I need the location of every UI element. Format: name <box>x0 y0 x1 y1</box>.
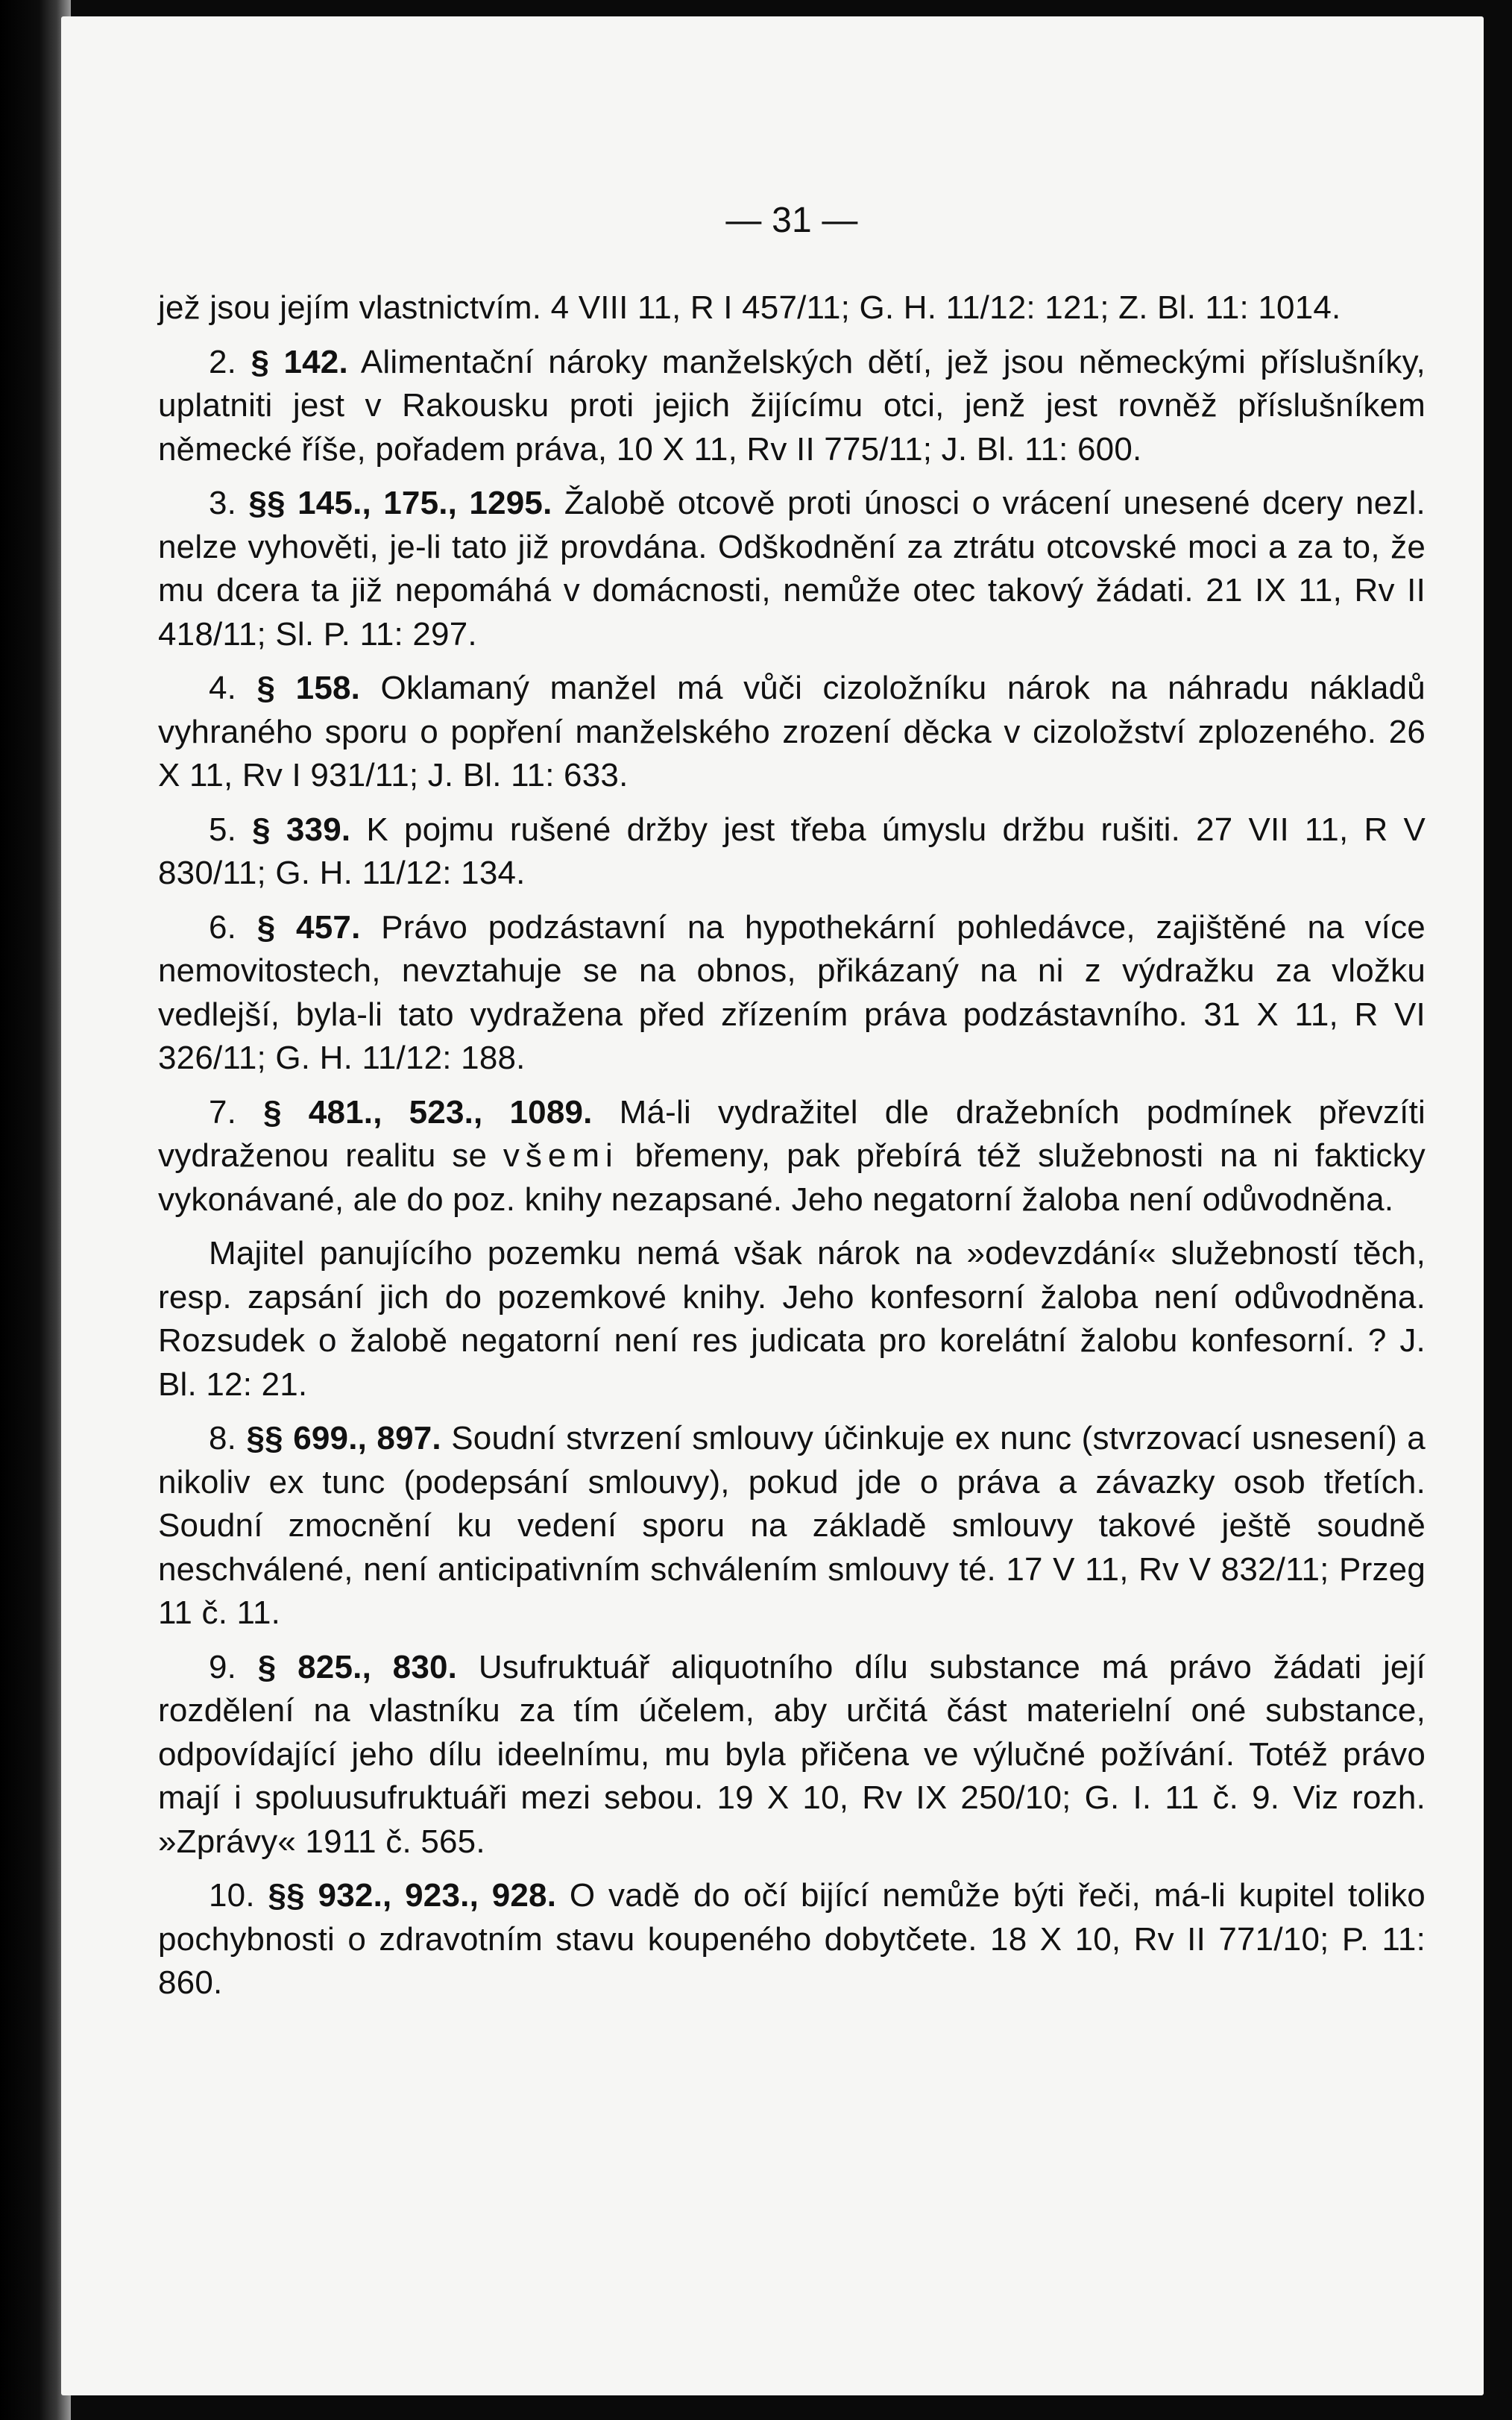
ruling-number: 3. <box>209 485 237 521</box>
ruling-text: K pojmu rušené držby jest třeba úmyslu držbu rušiti. 27 VII 11, R V 830/11; G. H. 11/12: 134. <box>158 811 1426 891</box>
paragraph-text: jež jsou jejím vlastnictvím. 4 VIII 11, R I 457/11; G. H. 11/12: 121; Z. Bl. 11: 1014. <box>158 289 1341 326</box>
section-reference: § 457. <box>256 908 361 946</box>
section-reference: §§ 145., 175., 1295. <box>248 485 552 521</box>
section-reference: § 481., 523., 1089. <box>263 1093 593 1131</box>
section-reference: § 158. <box>256 670 361 706</box>
book-page <box>61 16 1484 2395</box>
ruling-7 <box>158 1091 1426 1222</box>
ruling-9 <box>158 1646 1426 1864</box>
paragraph-continuation <box>158 286 1426 330</box>
ruling-number: 2. <box>209 343 237 380</box>
book-spine-shadow <box>0 0 71 2420</box>
ruling-7-second-paragraph <box>158 1232 1426 1407</box>
ruling-number: 6. <box>209 908 237 946</box>
section-reference: § 142. <box>251 343 348 380</box>
ruling-5 <box>158 808 1426 896</box>
ruling-text: Oklamaný manžel má vůči cizoložníku nárok na náhradu nákladů vyhraného sporu o popření manželského zrození děcka v cizoložství zplozeného. 26 X 11, Rv I 931/11; J. Bl. 11: 633. <box>158 670 1426 793</box>
section-reference: §§ 932., 923., 928. <box>268 1877 557 1914</box>
ruling-4 <box>158 667 1426 798</box>
ruling-text: Usufruktuář aliquotního dílu substance má právo žádati její rozdělení na vlastníku za tím účelem, aby určitá část materielní oné substance, odpovídající jeho dílu ideelnímu, mu byla přičena ve výlučné požívání. Totéž právo mají i spoluusufruktuáři mezi sebou. 19 X 10, Rv IX 250/10; G. I. 11 č. 9. Viz rozh. »Zprávy« 1911 č. 565. <box>158 1648 1426 1860</box>
ruling-text: O vadě do očí bijící nemůže býti řeči, má-li kupitel toliko pochybnosti o zdravotním stavu koupeného dobytčete. 18 X 10, Rv II 771/10; P. 11: 860. <box>158 1877 1426 2001</box>
body-text <box>158 286 1426 2016</box>
spaced-emphasis: všemi <box>503 1137 619 1174</box>
page-number: — 31 — <box>725 201 858 240</box>
ruling-number: 7. <box>209 1093 237 1131</box>
ruling-6 <box>158 906 1426 1081</box>
ruling-text: Má-li vydražitel dle dražebních podmínek převzíti vydraženou realitu se <box>158 1093 1426 1174</box>
section-reference: §§ 699., 897. <box>246 1420 441 1456</box>
ruling-text: Alimentační nároky manželských dětí, jež jsou německými příslušníky, uplatniti jest v Rakousku proti jejich žijícímu otci, jenž jest rovněž příslušníkem německé říše, pořadem práva, 10 X 11, Rv II 775/11; J. Bl. 11: 600. <box>158 343 1426 468</box>
ruling-text: Soudní stvrzení smlouvy účinkuje ex nunc (stvrzovací usnesení) a nikoliv ex tunc (podepsání smlouvy), pokud jde o práva a závazky osob třetích. Soudní zmocnění ku vedení sporu na základě smlouvy takové ještě soudně neschválené, není anticipativním schválením smlouvy té. 17 V 11, Rv V 832/11; Przeg 11 č. 11. <box>158 1420 1426 1631</box>
ruling-3 <box>158 482 1426 656</box>
section-reference: § 825., 830. <box>257 1648 458 1685</box>
section-reference: § 339. <box>252 811 351 848</box>
ruling-text: Právo podzástavní na hypothekární pohledávce, zajištěné na více nemovitostech, nevztahuje se na obnos, přikázaný na ni z výdražku za vložku vedlejší, byla-li tato vydražena před zřízením práva podzástavního. 31 X 11, R VI 326/11; G. H. 11/12: 188. <box>158 908 1426 1076</box>
ruling-10 <box>158 1874 1426 2005</box>
ruling-text: Majitel panujícího pozemku nemá však nárok na »odevzdání« služebností těch, resp. zapsání jich do pozemkové knihy. Jeho konfesorní žaloba není odůvodněna. Rozsudek o žalobě negatorní není res judicata pro korelátní žalobu konfesorní. ? J. Bl. 12: 21. <box>158 1235 1426 1403</box>
ruling-8 <box>158 1417 1426 1635</box>
ruling-number: 10. <box>209 1877 255 1914</box>
ruling-number: 9. <box>209 1648 237 1685</box>
ruling-text: Žalobě otcově proti únosci o vrácení unesené dcery nezl. nelze vyhověti, je-li tato již provdána. Odškodnění za ztrátu otcovské moci a za to, že mu dcera ta již nepomáhá v domácnosti, nemůže otec takový žádati. 21 IX 11, Rv II 418/11; Sl. P. 11: 297. <box>158 485 1426 653</box>
ruling-2 <box>158 341 1426 472</box>
ruling-number: 4. <box>209 670 237 706</box>
ruling-text-continued: břemeny, pak přebírá též služebnosti na ni fakticky vykonávané, ale do poz. knihy nezapsané. Jeho negatorní žaloba není odůvodněna. <box>158 1137 1426 1218</box>
ruling-number: 8. <box>209 1420 237 1456</box>
ruling-number: 5. <box>209 811 237 848</box>
